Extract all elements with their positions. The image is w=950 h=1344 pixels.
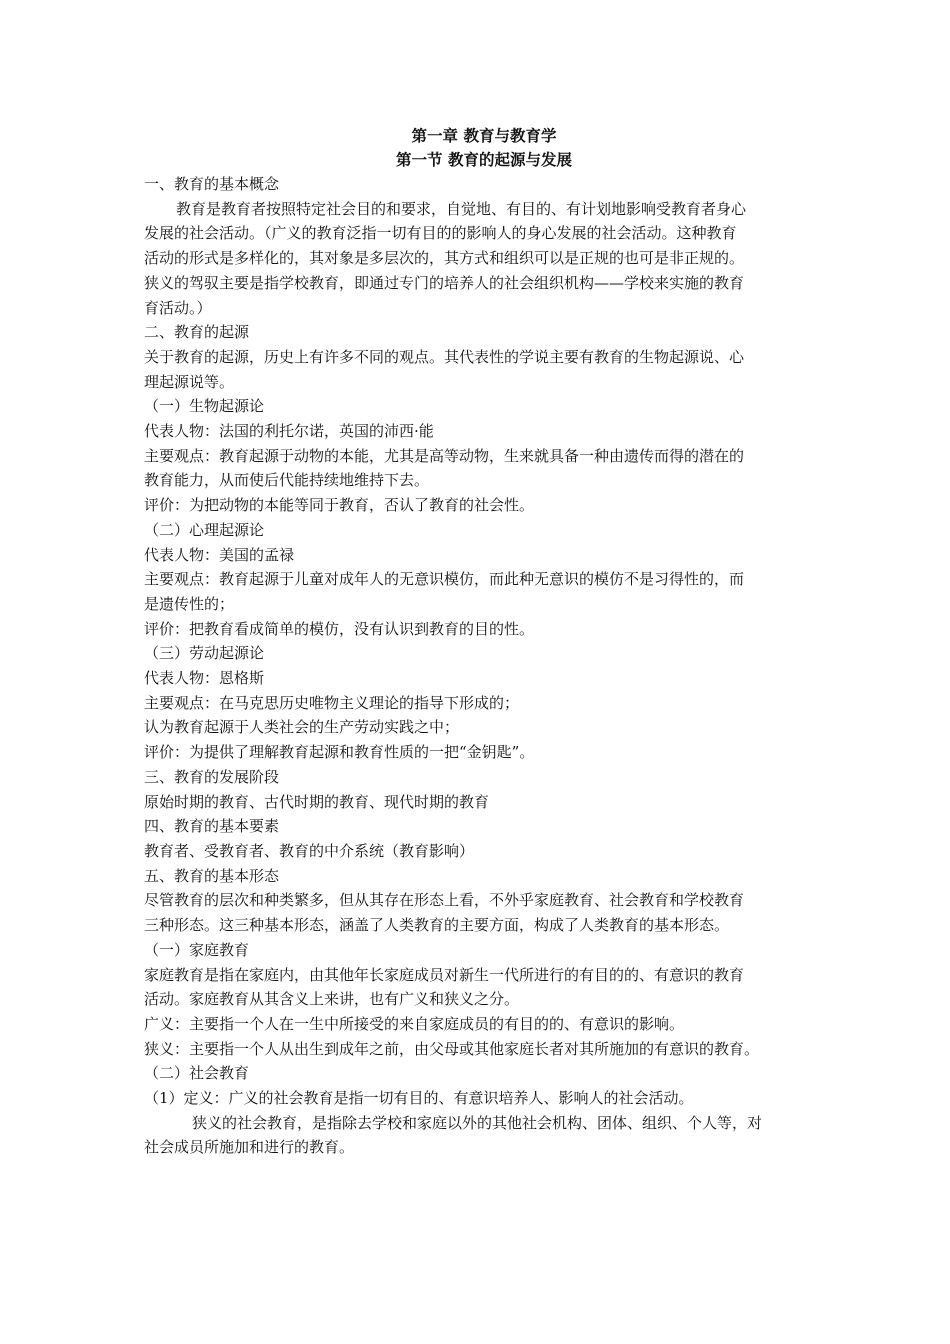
- paragraph-line: 三种形态。这三种基本形态，涵盖了人类教育的主要方面，构成了人类教育的基本形态。: [144, 916, 730, 935]
- subheading-society: （二）社会教育: [144, 1064, 250, 1083]
- paragraph-line: 尽管教育的层次和种类繁多，但从其存在形态上看，不外乎家庭教育、社会教育和学校教育: [144, 891, 745, 910]
- paragraph-line: 活动的形式是多样化的，其对象是多层次的，其方式和组织可以是正规的也可是非正规的。: [144, 249, 745, 268]
- subheading-family: （一）家庭教育: [144, 940, 250, 959]
- section-title: 第一节 教育的起源与发展: [396, 150, 572, 169]
- paragraph-line: （1）定义：广义的社会教育是指一切有目的、有意识培养人、影响人的社会活动。: [144, 1089, 694, 1108]
- paragraph-line: 是遗传性的；: [144, 594, 235, 613]
- heading-forms: 五、教育的基本形态: [144, 866, 280, 885]
- document-body: [144, 124, 824, 1160]
- heading-development: 三、教育的发展阶段: [144, 767, 280, 786]
- heading-origin: 二、教育的起源: [144, 323, 250, 342]
- paragraph-line: 关于教育的起源，历史上有许多不同的观点。其代表性的学说主要有教育的生物起源说、心: [144, 347, 745, 366]
- paragraph-line: 发展的社会活动。（广义的教育泛指一切有目的的影响人的身心发展的社会活动。这种教育: [144, 224, 737, 243]
- chapter-title: 第一章 教育与教育学: [411, 126, 557, 145]
- paragraph-line: 评价：为提供了理解教育起源和教育性质的一把“金钥匙”。: [144, 743, 535, 762]
- paragraph-line: 代表人物：法国的利托尔诺，英国的沛西·能: [144, 422, 434, 441]
- paragraph-line: 家庭教育是指在家庭内，由其他年长家庭成员对新生一代所进行的有目的的、有意识的教育: [144, 965, 745, 984]
- paragraph-line: 育活动。）: [144, 298, 212, 317]
- subheading-psychology: （二）心理起源论: [144, 520, 265, 539]
- paragraph-line: 原始时期的教育、古代时期的教育、现代时期的教育: [144, 792, 490, 811]
- paragraph-line: 评价：为把动物的本能等同于教育，否认了教育的社会性。: [144, 496, 535, 515]
- paragraph-line: 评价：把教育看成简单的模仿，没有认识到教育的目的性。: [144, 619, 535, 638]
- paragraph-line: 认为教育起源于人类社会的生产劳动实践之中；: [144, 718, 460, 737]
- paragraph-line: 主要观点：在马克思历史唯物主义理论的指导下形成的；: [144, 693, 520, 712]
- paragraph-line: 主要观点：教育起源于动物的本能，尤其是高等动物，生来就具备一种由遗传而得的潜在的: [144, 446, 745, 465]
- paragraph-line: 广义：主要指一个人在一生中所接受的来自家庭成员的有目的的、有意识的影响。: [144, 1014, 685, 1033]
- subheading-biology: （一）生物起源论: [144, 397, 265, 416]
- paragraph-line: 狭义的社会教育，是指除去学校和家庭以外的其他社会机构、团体、组织、个人等，对: [192, 1113, 763, 1132]
- paragraph-line: 狭义：主要指一个人从出生到成年之前，由父母或其他家庭长者对其所施加的有意识的教育。: [144, 1039, 760, 1058]
- paragraph-line: 活动。家庭教育从其含义上来讲，也有广义和狭义之分。: [144, 990, 520, 1009]
- paragraph-line: 理起源说等。: [144, 372, 235, 391]
- paragraph-line: 教育能力，从而使后代能持续地维持下去。: [144, 471, 430, 490]
- paragraph-line: 主要观点：教育起源于儿童对成年人的无意识模仿，而此种无意识的模仿不是习得性的，而: [144, 570, 745, 589]
- paragraph-line: 社会成员所施加和进行的教育。: [144, 1138, 355, 1157]
- paragraph-line: 教育者、受教育者、教育的中介系统（教育影响）: [144, 841, 475, 860]
- subheading-labor: （三）劳动起源论: [144, 644, 265, 663]
- paragraph-line: 狭义的驾驭主要是指学校教育，即通过专门的培养人的社会组织机构——学校来实施的教育: [144, 273, 745, 292]
- heading-elements: 四、教育的基本要素: [144, 817, 280, 836]
- heading-concept: 一、教育的基本概念: [144, 175, 280, 193]
- paragraph-line: 代表人物：恩格斯: [144, 669, 265, 688]
- paragraph-line: 教育是教育者按照特定社会目的和要求，自觉地、有目的、有计划地影响受教育者身心: [176, 199, 747, 218]
- paragraph-line: 代表人物：美国的孟禄: [144, 545, 295, 564]
